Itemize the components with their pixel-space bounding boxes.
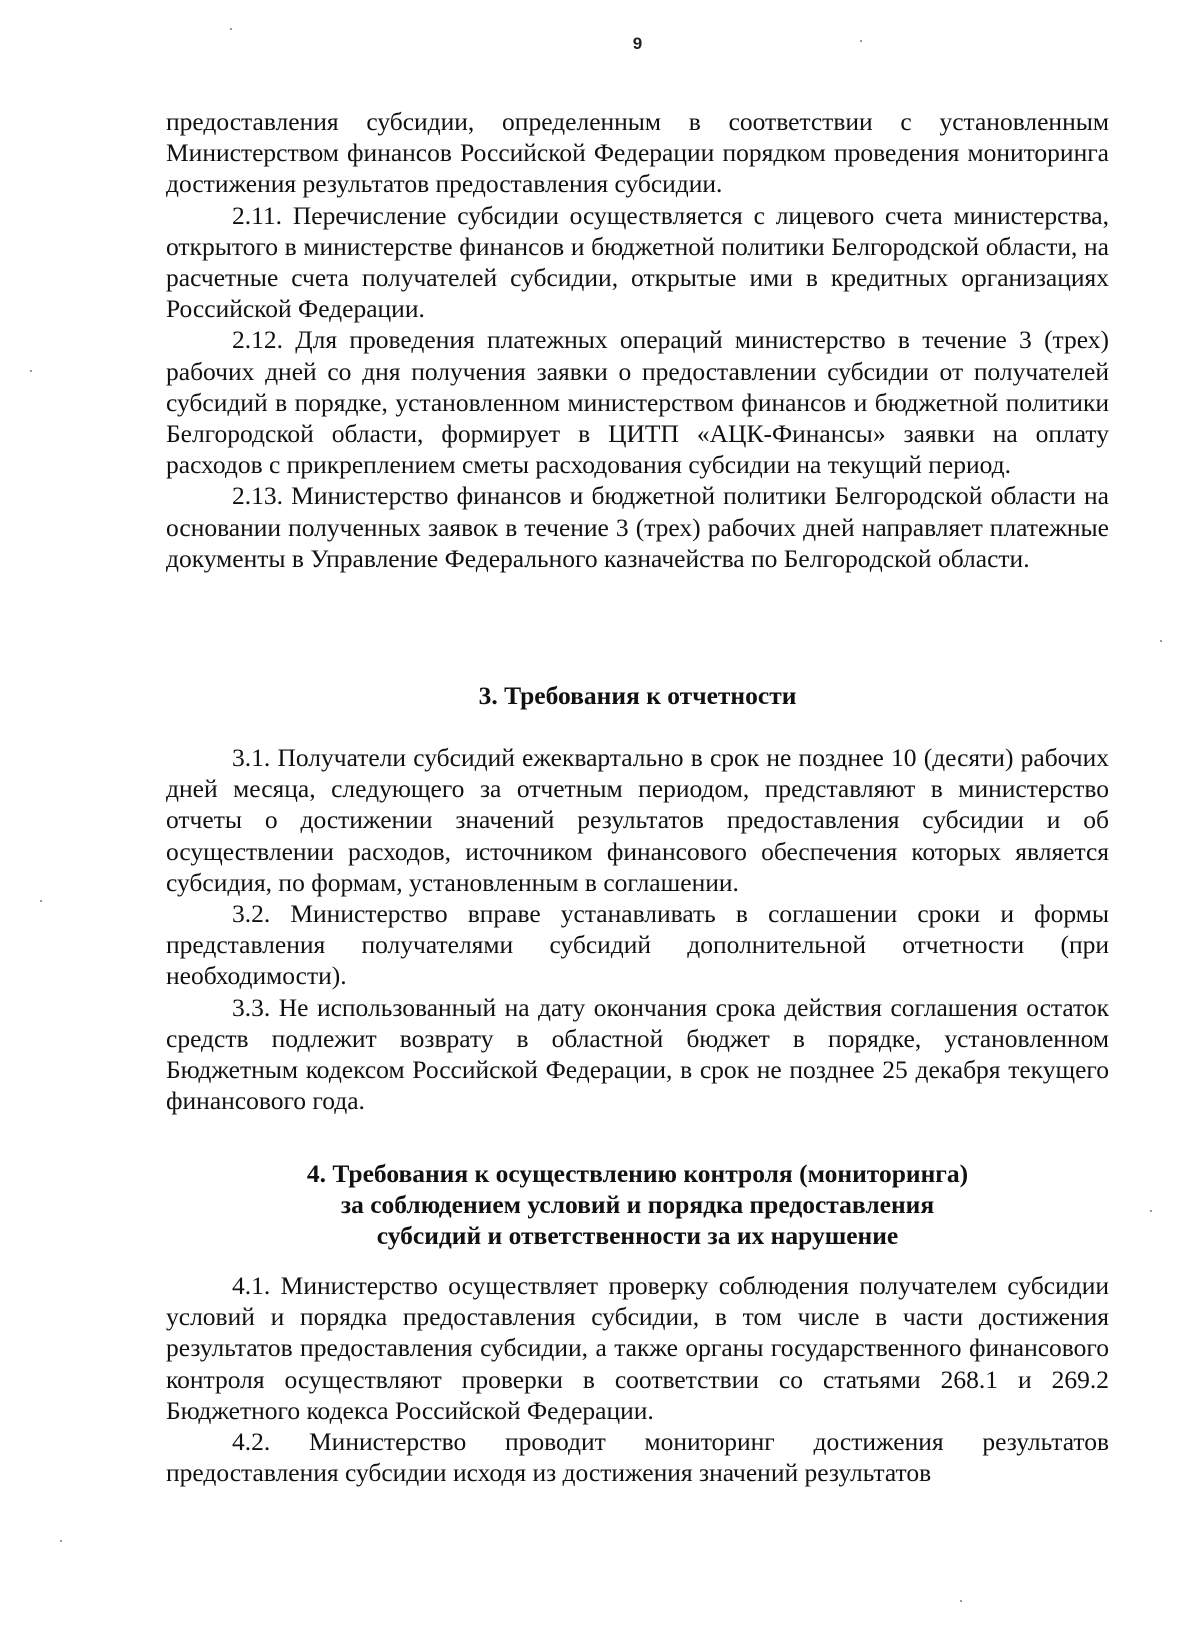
paragraph-3-1: 3.1. Получатели субсидий ежеквартально в срок не позднее 10 (десяти) рабочих дней месяца, следующего за отчетным периодом, представляют в министерство отчеты о достижении значений результатов предоставления субсидии и об осуществлении расходов, источником финансового обеспечения которых является субсидия, по формам, установленным в соглашении. [166,743,1109,897]
body-block-section-4 [166,1270,1109,1488]
body-block-section-3 [166,742,1109,1116]
scan-speck [60,1540,62,1542]
scan-speck [40,900,42,902]
scan-speck [1160,640,1162,642]
paragraph-4-2: 4.2. Министерство проводит мониторинг достижения результатов предоставления субсидии исходя из достижения значений результатов [166,1427,1109,1488]
paragraph-continuation: предоставления субсидии, определенным в соответствии с установленным Министерством финансов Российской Федерации порядком проведения мониторинга достижения результатов предоставления субсидии. [166,107,1109,199]
paragraph-2-13: 2.13. Министерство финансов и бюджетной политики Белгородской области на основании полученных заявок в течение 3 (трех) рабочих дней направляет платежные документы в Управление Федерального казначейства по Белгородской области. [166,481,1109,573]
scan-speck [230,28,232,30]
paragraph-3-2: 3.2. Министерство вправе устанавливать в соглашении сроки и формы представления получателями субсидий дополнительной отчетности (при необходимости). [166,899,1109,991]
section-4-heading-line-2: за соблюдением условий и порядка предоставления [340,1190,935,1219]
paragraph-2-12: 2.12. Для проведения платежных операций министерство в течение 3 (трех) рабочих дней со дня получения заявки о предоставлении субсидии от получателей субсидий в порядке, установленном министерством финансов и бюджетной политики Белгородской области, формирует в ЦИТП «АЦК-Финансы» заявки на оплату расходов с прикреплением сметы расходования субсидии на текущий период. [166,325,1109,480]
section-3-heading: 3. Требования к отчетности [478,681,797,710]
paragraph-3-3: 3.3. Не использованный на дату окончания срока действия соглашения остаток средств подлежит возврату в областной бюджет в порядке, установленном Бюджетным кодексом Российской Федерации, в срок не позднее 25 декабря текущего финансового года. [166,992,1109,1116]
section-4-heading-line-1: 4. Требования к осуществлению контроля (мониторинга) [306,1159,969,1188]
scan-speck [960,1600,962,1602]
scan-speck [1150,1210,1152,1212]
section-4-heading [166,1158,1109,1251]
scan-speck [860,40,862,42]
paragraph-2-11: 2.11. Перечисление субсидии осуществляется с лицевого счета министерства, открытого в министерстве финансов и бюджетной политики Белгородской области, на расчетные счета получателей субсидии, открытые ими в кредитных организациях Российской Федерации. [166,200,1109,324]
scan-speck [30,370,32,372]
paragraph-4-1: 4.1. Министерство осуществляет проверку соблюдения получателем субсидии условий и порядка предоставления субсидии, в том числе в части достижения результатов предоставления субсидии, а также органы государственного финансового контроля осуществляют проверки в соответствии со статьями 268.1 и 269.2 Бюджетного кодекса Российской Федерации. [166,1271,1109,1425]
body-block-section-2 [166,106,1109,574]
section-4-heading-line-3: субсидий и ответственности за их нарушение [376,1221,899,1250]
page-number: 9 [632,34,643,53]
